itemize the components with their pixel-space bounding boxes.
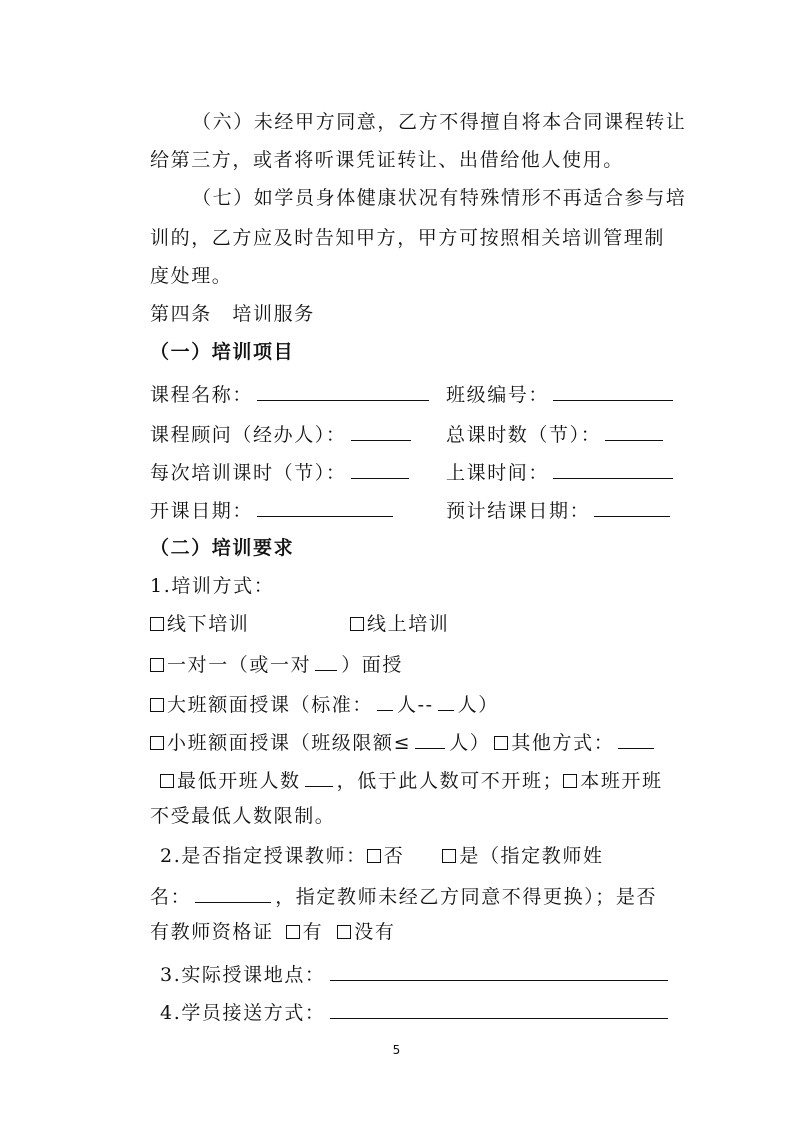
paragraph-6-line-2: 给第三方，或者将听课凭证转让、出借给他人使用。: [150, 149, 624, 171]
teacher-name-note: ，指定教师未经乙方同意不得更换）；是否: [275, 886, 658, 908]
teacher-no-checkbox[interactable]: [367, 849, 381, 863]
end-date-blank[interactable]: [594, 496, 670, 517]
certificate-yes-checkbox[interactable]: [286, 925, 300, 939]
transport-field: [160, 998, 672, 1025]
course-name-label: 课程名称：: [150, 384, 254, 406]
large-class-checkbox[interactable]: [150, 698, 164, 712]
one-on-one-option: [150, 650, 403, 677]
one-on-one-text-a: 一对一（或一对: [167, 654, 312, 676]
paragraph-7-line-1: （七）如学员身体健康状况有特殊情形不再适合参与培: [192, 187, 687, 209]
advisor-label: 课程顾问（经办人）：: [150, 424, 347, 446]
small-class-option: [150, 728, 658, 755]
certificate-yes-label: 有: [302, 921, 324, 943]
end-date-label: 预计结课日期：: [446, 500, 591, 522]
article-4-heading: 第四条 培训服务: [150, 303, 315, 325]
advisor-blank[interactable]: [351, 420, 411, 441]
small-class-checkbox[interactable]: [150, 736, 164, 750]
teacher-certificate-label: 有教师资格证: [150, 921, 274, 943]
total-hours-label: 总课时数（节）：: [446, 424, 602, 446]
minimum-enrollment-text-b: ，低于此人数可不开班；: [336, 770, 564, 792]
small-class-limit-blank[interactable]: [415, 728, 445, 749]
designated-teacher-line: [160, 844, 604, 868]
teacher-certificate-line: [150, 920, 395, 944]
course-name-field: [150, 380, 433, 407]
each-hours-field: [150, 458, 413, 485]
transport-label: 4.学员接送方式：: [160, 1002, 326, 1024]
end-date-field: [446, 496, 674, 523]
certificate-no-label: 没有: [354, 921, 396, 943]
class-number-blank[interactable]: [553, 380, 673, 401]
section-1-heading: （一）培训项目: [150, 341, 295, 363]
location-label: 3.实际授课地点：: [160, 964, 326, 986]
start-date-label: 开课日期：: [150, 500, 254, 522]
minimum-enrollment-blank[interactable]: [305, 766, 333, 787]
large-class-text-a: 大班额面授课（标准：: [167, 694, 374, 716]
class-time-blank[interactable]: [553, 458, 673, 479]
large-class-text-c: 人）: [457, 694, 499, 716]
other-mode-checkbox[interactable]: [494, 736, 508, 750]
paragraph-7-line-3: 度处理。: [150, 265, 233, 287]
start-date-field: [150, 496, 397, 523]
no-minimum-checkbox[interactable]: [563, 774, 577, 788]
online-label: 线上培训: [367, 613, 450, 635]
certificate-no-checkbox[interactable]: [337, 925, 351, 939]
location-blank[interactable]: [330, 960, 668, 981]
online-option: [350, 612, 449, 636]
one-on-one-blank[interactable]: [315, 650, 337, 671]
teacher-name-line: [150, 882, 657, 909]
class-time-label: 上课时间：: [446, 462, 550, 484]
transport-blank[interactable]: [330, 998, 668, 1019]
minimum-enrollment-text-a: 最低开班人数: [177, 770, 301, 792]
location-field: [160, 960, 672, 987]
large-class-text-b: 人--: [397, 694, 434, 716]
large-class-option: [150, 690, 499, 717]
teacher-yes-label: 是（指定教师姓: [459, 845, 604, 867]
paragraph-7-line-2: 训的，乙方应及时告知甲方，甲方可按照相关培训管理制: [150, 227, 666, 249]
offline-label: 线下培训: [167, 613, 250, 635]
large-class-max-blank[interactable]: [438, 690, 454, 711]
small-class-text-a: 小班额面授课（班级限额≤: [167, 732, 412, 754]
teacher-name-label: 名：: [150, 886, 192, 908]
offline-checkbox[interactable]: [150, 617, 164, 631]
one-on-one-checkbox[interactable]: [150, 658, 164, 672]
other-mode-label: 其他方式：: [511, 732, 615, 754]
minimum-enrollment-line: [160, 766, 663, 793]
section-2-heading: （二）培训要求: [150, 537, 295, 559]
each-hours-blank[interactable]: [351, 458, 409, 479]
teacher-yes-checkbox[interactable]: [442, 849, 456, 863]
minimum-enrollment-checkbox[interactable]: [160, 774, 174, 788]
total-hours-field: [446, 420, 667, 447]
training-mode-heading: 1.培训方式：: [150, 575, 275, 597]
total-hours-blank[interactable]: [605, 420, 663, 441]
class-time-field: [446, 458, 677, 485]
small-class-text-b: 人）: [449, 732, 491, 754]
other-mode-blank[interactable]: [618, 728, 654, 749]
offline-option: [150, 612, 249, 636]
large-class-min-blank[interactable]: [377, 690, 393, 711]
one-on-one-text-b: ）面授: [341, 654, 404, 676]
class-number-field: [446, 380, 677, 407]
each-hours-label: 每次培训课时（节）：: [150, 462, 347, 484]
teacher-no-label: 否: [383, 845, 405, 867]
course-name-blank[interactable]: [257, 380, 429, 401]
advisor-field: [150, 420, 415, 447]
designated-teacher-label: 2.是否指定授课教师：: [160, 845, 367, 867]
class-number-label: 班级编号：: [446, 384, 550, 406]
online-checkbox[interactable]: [350, 617, 364, 631]
paragraph-6-line-1: （六）未经甲方同意，乙方不得擅自将本合同课程转让: [192, 111, 687, 133]
start-date-blank[interactable]: [257, 496, 393, 517]
page-number: 5: [392, 1043, 401, 1057]
minimum-enrollment-line-2: 不受最低人数限制。: [150, 805, 336, 827]
no-minimum-text: 本班开班: [580, 770, 663, 792]
teacher-name-blank[interactable]: [195, 882, 271, 903]
